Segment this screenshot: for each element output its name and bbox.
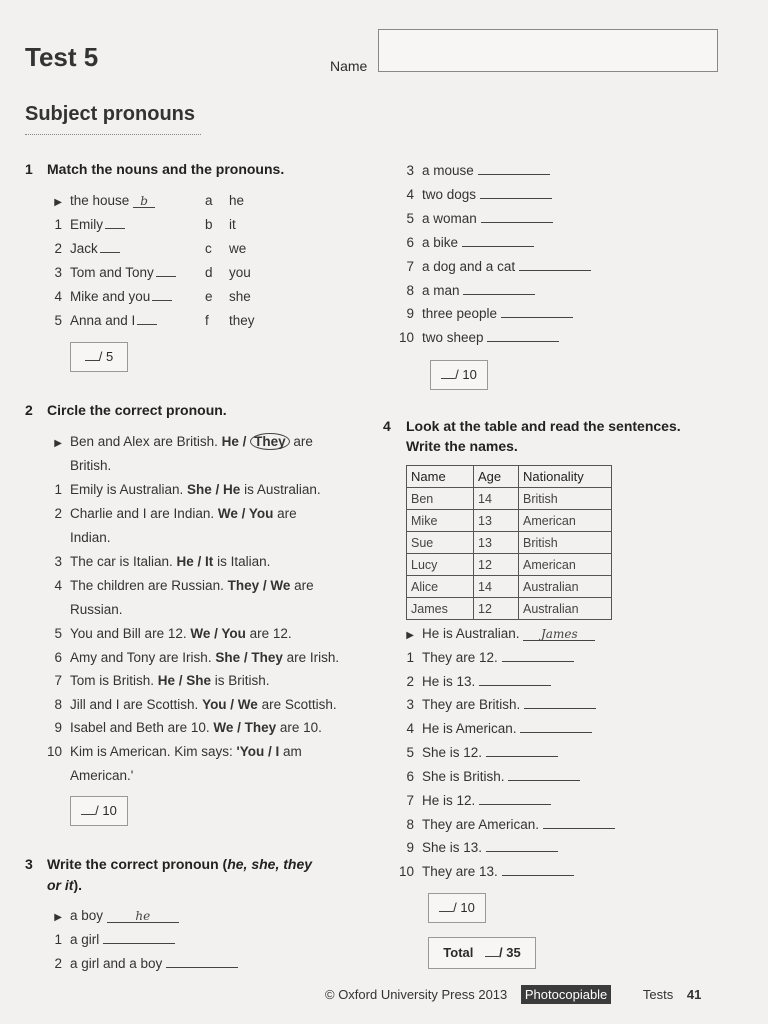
q2-item-line2: Russian. (70, 602, 123, 617)
item-number: 5 (54, 626, 62, 641)
answer-blank[interactable] (502, 864, 574, 876)
q2-heading-text: Circle the correct pronoun. (47, 402, 227, 418)
q2-number: 2 (25, 402, 33, 418)
q2-item (44, 650, 339, 665)
table-cell: Alice (407, 576, 474, 598)
q1-score: / 5 (98, 349, 114, 364)
q3-noun: a bike (422, 235, 459, 250)
answer-blank[interactable] (156, 265, 176, 277)
q2-text: are 10. (276, 720, 322, 735)
q3-item (396, 187, 552, 202)
q2-text: Emily is Australian. (70, 482, 188, 497)
item-number: 8 (54, 697, 62, 712)
q4-item (396, 745, 558, 760)
q1-option-pronoun: you (229, 265, 251, 280)
q4-sentence: He is Australian. (422, 626, 520, 641)
q2-options[interactable]: We / You (217, 506, 274, 521)
q1-example-answer: b (140, 194, 148, 208)
table-cell: American (519, 554, 612, 576)
q3-item (396, 211, 553, 226)
q1-noun: Anna and I (70, 313, 136, 328)
table-cell: 12 (474, 598, 519, 620)
answer-blank[interactable] (105, 217, 125, 229)
table-row (407, 532, 612, 554)
answer-blank[interactable] (100, 241, 120, 253)
answer-blank[interactable] (543, 817, 615, 829)
q4-item (396, 817, 615, 832)
q2-text: Ben and Alex are British. (70, 434, 222, 449)
page-subtitle: Subject pronouns (25, 103, 195, 125)
answer-blank[interactable] (508, 769, 580, 781)
q2-item (44, 673, 270, 688)
q4-item (396, 864, 574, 879)
q2-text: is British. (211, 673, 270, 688)
q3-noun: a girl (70, 932, 100, 947)
q1-option-letter: c (205, 241, 212, 256)
q4-heading-text: Look at the table and read the sentences. (406, 418, 681, 434)
photocopiable-badge: Photocopiable (521, 985, 611, 1004)
item-number: 10 (46, 744, 62, 759)
q2-text: Jill and I are Scottish. (70, 697, 203, 712)
item-number: 4 (406, 721, 414, 736)
table-cell: 14 (474, 576, 519, 598)
table-header-row (407, 466, 612, 488)
item-number: 9 (406, 840, 414, 855)
score-blank (439, 900, 453, 912)
q4-sentence: They are British. (422, 697, 521, 712)
q2-option: He (221, 434, 239, 449)
item-number: 4 (54, 578, 62, 593)
item-number: 7 (406, 793, 414, 808)
q2-options[interactable]: 'You / I (236, 744, 280, 759)
q2-text: Isabel and Beth are 10. (70, 720, 214, 735)
table-row (407, 510, 612, 532)
q1-option-pronoun: he (229, 193, 245, 208)
item-number: 1 (54, 482, 62, 497)
q4-item (396, 721, 592, 736)
q2-score: / 10 (95, 803, 117, 818)
item-number: 6 (406, 769, 414, 784)
name-label: Name (330, 58, 368, 74)
q3-example-answer-blank[interactable] (107, 910, 179, 923)
table-cell: 13 (474, 532, 519, 554)
q2-options[interactable]: They / We (227, 578, 291, 593)
q3-noun: a woman (422, 211, 477, 226)
table-cell: James (407, 598, 474, 620)
q2-text: is Italian. (213, 554, 271, 569)
q1-item (44, 265, 176, 280)
q2-sep: / (238, 434, 251, 449)
item-number: 5 (406, 211, 414, 226)
item-number: 1 (54, 932, 62, 947)
item-number: 4 (54, 289, 62, 304)
q3-item (396, 259, 591, 274)
q1-option (205, 265, 251, 280)
table-cell: Sue (407, 532, 474, 554)
q4-example-answer-blank[interactable] (523, 628, 595, 641)
answer-blank[interactable] (481, 211, 553, 223)
q2-text: The children are Russian. (70, 578, 228, 593)
q4-example (396, 626, 595, 641)
item-number: 9 (406, 306, 414, 321)
name-field[interactable] (378, 29, 718, 72)
q3-heading-em: or it (47, 877, 74, 893)
item-number: 2 (406, 674, 414, 689)
q3-score: / 10 (455, 367, 477, 382)
q1-noun: Mike and you (70, 289, 151, 304)
q3-noun: a dog and a cat (422, 259, 516, 274)
q1-item (44, 217, 125, 232)
q2-text: am (279, 744, 302, 759)
q2-text: are (273, 506, 297, 521)
arrow-icon: ▶ (406, 630, 414, 641)
q1-item (44, 313, 157, 328)
table-row (407, 488, 612, 510)
q1-example-noun: the house (70, 193, 130, 208)
q2-score-box[interactable] (70, 796, 128, 826)
q1-option-letter: f (205, 313, 209, 328)
q4-item (396, 697, 596, 712)
item-number: 2 (54, 506, 62, 521)
q3-heading-text: Write the correct pronoun ( (47, 856, 228, 872)
q2-options[interactable]: We / You (190, 626, 246, 641)
item-number: 4 (406, 187, 414, 202)
q4-item (396, 650, 574, 665)
item-number: 6 (406, 235, 414, 250)
q2-item (44, 697, 337, 712)
q1-example-option (205, 193, 244, 208)
q1-option-pronoun: she (229, 289, 251, 304)
q1-heading-text: Match the nouns and the pronouns. (47, 161, 285, 177)
q3-item (396, 163, 550, 178)
total-score: / 35 (499, 945, 521, 960)
q2-item-line2: American.' (70, 768, 134, 783)
q1-number: 1 (25, 161, 33, 177)
q4-sentence: They are 13. (422, 864, 498, 879)
q3-heading-line2 (47, 877, 82, 893)
q3-item (44, 932, 175, 947)
copyright-text: © Oxford University Press 2013 (325, 987, 508, 1002)
q3-noun: two dogs (422, 187, 477, 202)
q3-noun: three people (422, 306, 498, 321)
q1-heading (25, 161, 284, 177)
q2-item (44, 578, 314, 593)
answer-blank[interactable] (463, 283, 535, 295)
q2-text: are (290, 578, 314, 593)
table-cell: Lucy (407, 554, 474, 576)
q3-item (44, 956, 238, 971)
q3-item (396, 283, 535, 298)
item-number: 3 (406, 697, 414, 712)
q4-number: 4 (383, 418, 391, 434)
q4-example-answer: James (541, 627, 578, 641)
answer-blank[interactable] (480, 187, 552, 199)
q1-example-answer-blank[interactable] (133, 195, 155, 208)
q4-item (396, 674, 551, 689)
answer-blank[interactable] (519, 259, 591, 271)
q3-example-answer: he (135, 909, 151, 923)
item-number: 10 (398, 864, 414, 879)
answer-blank[interactable] (486, 840, 558, 852)
item-number: 9 (54, 720, 62, 735)
item-number: 7 (406, 259, 414, 274)
q4-sentence: He is 13. (422, 674, 476, 689)
q1-option-letter: e (205, 289, 213, 304)
q1-example (44, 193, 155, 208)
arrow-icon: ▶ (54, 438, 62, 449)
q4-heading-line2: Write the names. (406, 438, 518, 454)
item-number: 5 (54, 313, 62, 328)
q1-option (205, 217, 236, 232)
item-number: 10 (398, 330, 414, 345)
answer-blank[interactable] (479, 793, 551, 805)
q2-item (44, 482, 321, 497)
score-blank (81, 803, 95, 815)
q2-text: are Scottish. (257, 697, 337, 712)
q3-number: 3 (25, 856, 33, 872)
item-number: 2 (54, 956, 62, 971)
q3-heading-em: he, she, they (227, 856, 313, 872)
answer-blank[interactable] (137, 313, 157, 325)
q2-text: You and Bill are 12. (70, 626, 191, 641)
table-cell: Ben (407, 488, 474, 510)
score-blank (85, 349, 99, 361)
table-cell: 13 (474, 510, 519, 532)
q3-score-box[interactable] (430, 360, 488, 390)
section-label: Tests (642, 987, 674, 1002)
table-header: Name (407, 466, 474, 488)
score-blank (485, 945, 499, 957)
q4-sentence: They are 12. (422, 650, 498, 665)
table-cell: British (519, 532, 612, 554)
total-label: Total (443, 945, 474, 960)
q4-item (396, 840, 558, 855)
q2-item (44, 744, 302, 759)
q4-item (396, 769, 580, 784)
nationality-table (406, 465, 612, 620)
score-blank (441, 367, 455, 379)
answer-blank[interactable] (486, 745, 558, 757)
q4-score-box[interactable] (428, 893, 486, 923)
q2-heading (25, 402, 227, 418)
q2-item (44, 626, 292, 641)
answer-blank[interactable] (462, 235, 534, 247)
q3-noun: a man (422, 283, 460, 298)
q3-item (396, 330, 559, 345)
table-row (407, 554, 612, 576)
item-number: 3 (54, 265, 62, 280)
answer-blank[interactable] (524, 697, 596, 709)
q1-option (205, 241, 246, 256)
table-cell: Australian (519, 576, 612, 598)
q4-sentence: They are American. (422, 817, 540, 832)
page-title: Test 5 (25, 42, 99, 72)
q4-sentence: He is 12. (422, 793, 476, 808)
q2-text: is Australian. (240, 482, 321, 497)
q4-sentence: She is British. (422, 769, 505, 784)
q1-option-pronoun: they (229, 313, 255, 328)
q1-item (44, 289, 172, 304)
q2-item (44, 720, 322, 735)
item-number: 8 (406, 283, 414, 298)
q4-heading (383, 418, 681, 434)
q3-heading (25, 856, 312, 872)
page-number: 41 (686, 987, 702, 1002)
table-cell: Australian (519, 598, 612, 620)
item-number: 7 (54, 673, 62, 688)
q2-text: Charlie and I are Indian. (70, 506, 218, 521)
q1-item (44, 241, 120, 256)
table-header: Nationality (519, 466, 612, 488)
subtitle-divider (25, 134, 201, 135)
q2-options[interactable]: We / They (213, 720, 277, 735)
footer (325, 987, 701, 1002)
q2-options[interactable]: You / We (202, 697, 258, 712)
q2-text: Amy and Tony are Irish. (70, 650, 216, 665)
q3-noun: a girl and a boy (70, 956, 163, 971)
q2-text: are 12. (245, 626, 292, 641)
q4-item (396, 793, 551, 808)
q1-option (205, 289, 251, 304)
q1-noun: Tom and Tony (70, 265, 154, 280)
table-cell: 12 (474, 554, 519, 576)
q2-circled-option: They (250, 433, 290, 450)
q2-example (44, 434, 313, 449)
q2-options[interactable]: He / She (157, 673, 212, 688)
q2-text: are Irish. (282, 650, 340, 665)
item-number: 1 (406, 650, 414, 665)
item-number: 5 (406, 745, 414, 760)
item-number: 2 (54, 241, 62, 256)
answer-blank[interactable] (501, 306, 573, 318)
q1-option-pronoun: we (229, 241, 247, 256)
q1-option-letter: d (205, 265, 213, 280)
q1-option (205, 313, 255, 328)
q2-text: The car is Italian. (70, 554, 177, 569)
item-number: 6 (54, 650, 62, 665)
q1-option-letter: a (205, 193, 213, 208)
table-cell: American (519, 510, 612, 532)
q3-noun: two sheep (422, 330, 484, 345)
q2-item-line2: Indian. (70, 530, 111, 545)
item-number: 3 (54, 554, 62, 569)
answer-blank[interactable] (487, 330, 559, 342)
q4-sentence: She is 13. (422, 840, 483, 855)
table-cell: Mike (407, 510, 474, 532)
item-number: 3 (406, 163, 414, 178)
arrow-icon: ▶ (54, 912, 62, 923)
q1-option-letter: b (205, 217, 213, 232)
table-header: Age (474, 466, 519, 488)
q4-score: / 10 (453, 900, 475, 915)
q2-options[interactable]: He / It (176, 554, 214, 569)
answer-blank[interactable] (478, 163, 550, 175)
q3-item (396, 306, 573, 321)
q2-options[interactable]: She / He (187, 482, 241, 497)
q1-score-box[interactable] (70, 342, 128, 372)
q1-noun: Jack (70, 241, 98, 256)
table-cell: 14 (474, 488, 519, 510)
q2-text: Tom is British. (70, 673, 158, 688)
q1-noun: Emily (70, 217, 103, 232)
q2-options[interactable]: She / They (215, 650, 283, 665)
q4-sentence: He is American. (422, 721, 517, 736)
q3-item (396, 235, 534, 250)
q1-option-pronoun: it (229, 217, 236, 232)
answer-blank[interactable] (479, 674, 551, 686)
answer-blank[interactable] (152, 289, 172, 301)
q3-noun: a boy (70, 908, 104, 923)
table-row (407, 576, 612, 598)
q3-heading-text: ). (73, 877, 83, 893)
q3-example (44, 908, 179, 923)
answer-blank[interactable] (502, 650, 574, 662)
q3-noun: a mouse (422, 163, 474, 178)
q2-item (44, 554, 270, 569)
item-number: 8 (406, 817, 414, 832)
item-number: 1 (54, 217, 62, 232)
answer-blank[interactable] (166, 956, 238, 968)
q4-sentence: She is 12. (422, 745, 483, 760)
q2-text: Kim is American. Kim says: (70, 744, 237, 759)
arrow-icon: ▶ (54, 197, 62, 208)
q2-item (44, 506, 297, 521)
answer-blank[interactable] (520, 721, 592, 733)
answer-blank[interactable] (103, 932, 175, 944)
table-row (407, 598, 612, 620)
table-cell: British (519, 488, 612, 510)
q2-text: are (289, 434, 313, 449)
q2-example-line2: British. (70, 458, 112, 473)
total-score-box[interactable] (428, 937, 536, 969)
